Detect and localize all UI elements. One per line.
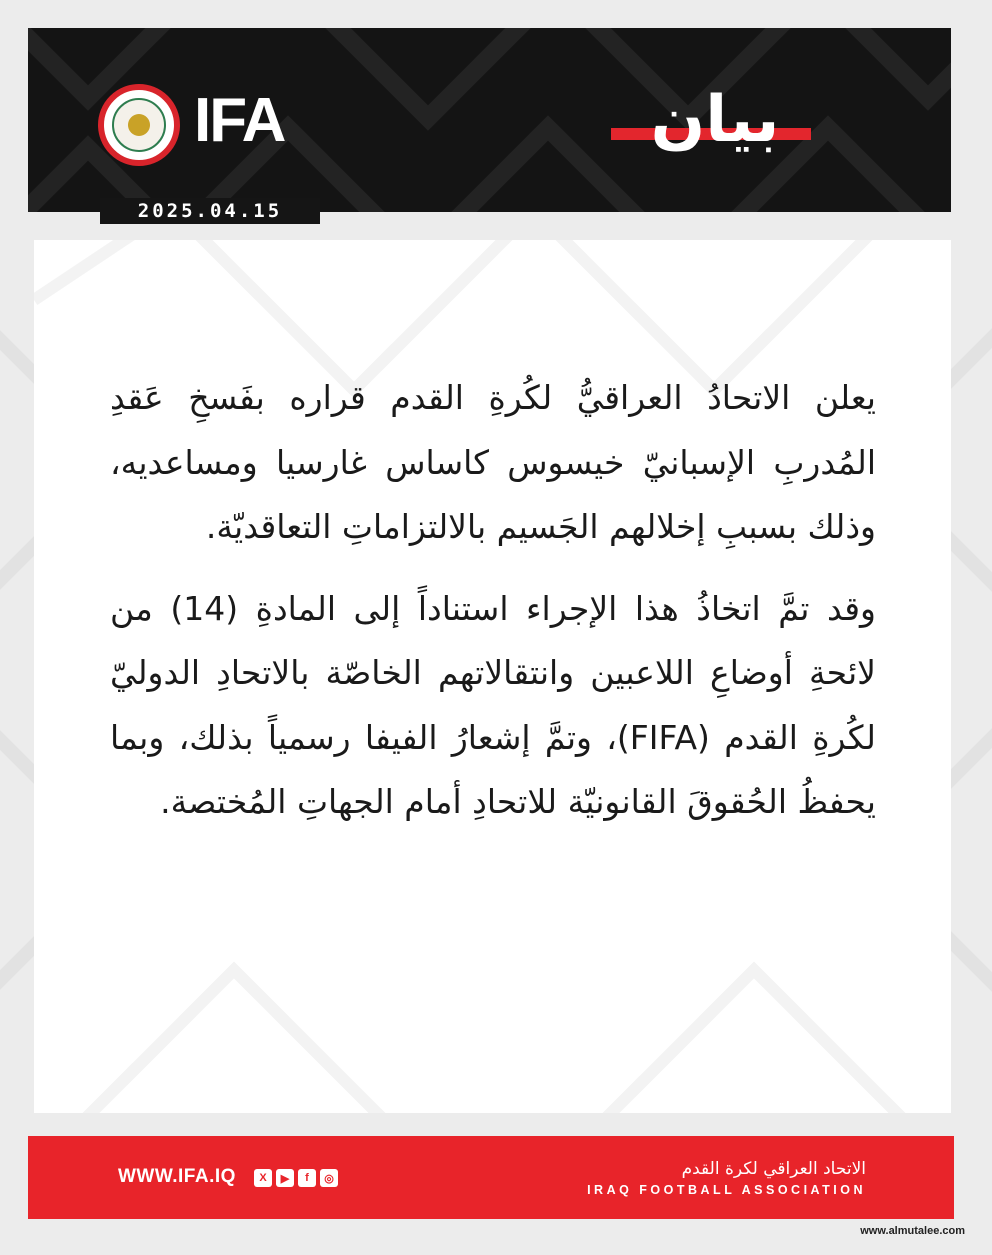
- ifa-emblem-logo: [98, 84, 180, 166]
- x-icon[interactable]: X: [254, 1169, 272, 1187]
- social-icons: [254, 1169, 338, 1187]
- org-name-english: IRAQ FOOTBALL ASSOCIATION: [587, 1183, 866, 1197]
- statement-body: [110, 366, 876, 852]
- statement-paragraph-2: وقد تمَّ اتخاذُ هذا الإجراء استناداً إلى المادةِ (14) من لائحةِ أوضاعِ اللاعبين وانتقالاتهم الخاصّة بالاتحادِ الدوليّ لكُرةِ القدم (FIFA)، وتمَّ إشعارُ الفيفا رسمياً بذلك، وبما يحفظُ الحُقوقَ القانونيّة للاتحادِ أمام الجهاتِ المُختصة.: [110, 588, 876, 821]
- instagram-icon[interactable]: ◎: [320, 1169, 338, 1187]
- website-link[interactable]: WWW.IFA.IQ: [118, 1166, 236, 1187]
- ifa-logo-text: IFA: [194, 86, 285, 155]
- statement-card: [34, 240, 951, 1113]
- page-title: بيان: [650, 83, 780, 157]
- source-watermark: www.almutalee.com: [860, 1225, 965, 1237]
- statement-date: 2025.04.15: [137, 200, 283, 222]
- facebook-icon[interactable]: f: [298, 1169, 316, 1187]
- org-name-arabic: الاتحاد العراقي لكرة القدم: [681, 1159, 866, 1179]
- statement-paragraph-1: يعلن الاتحادُ العراقيُّ لكُرةِ القدم قراره بفَسخِ عَقدِ المُدربِ الإسبانيّ خيسوس كاساس غارسيا ومساعديه، وذلك بسببِ إخلالهم الجَسيم بالالتزاماتِ التعاقديّة.: [110, 378, 876, 546]
- youtube-icon[interactable]: ▶: [276, 1169, 294, 1187]
